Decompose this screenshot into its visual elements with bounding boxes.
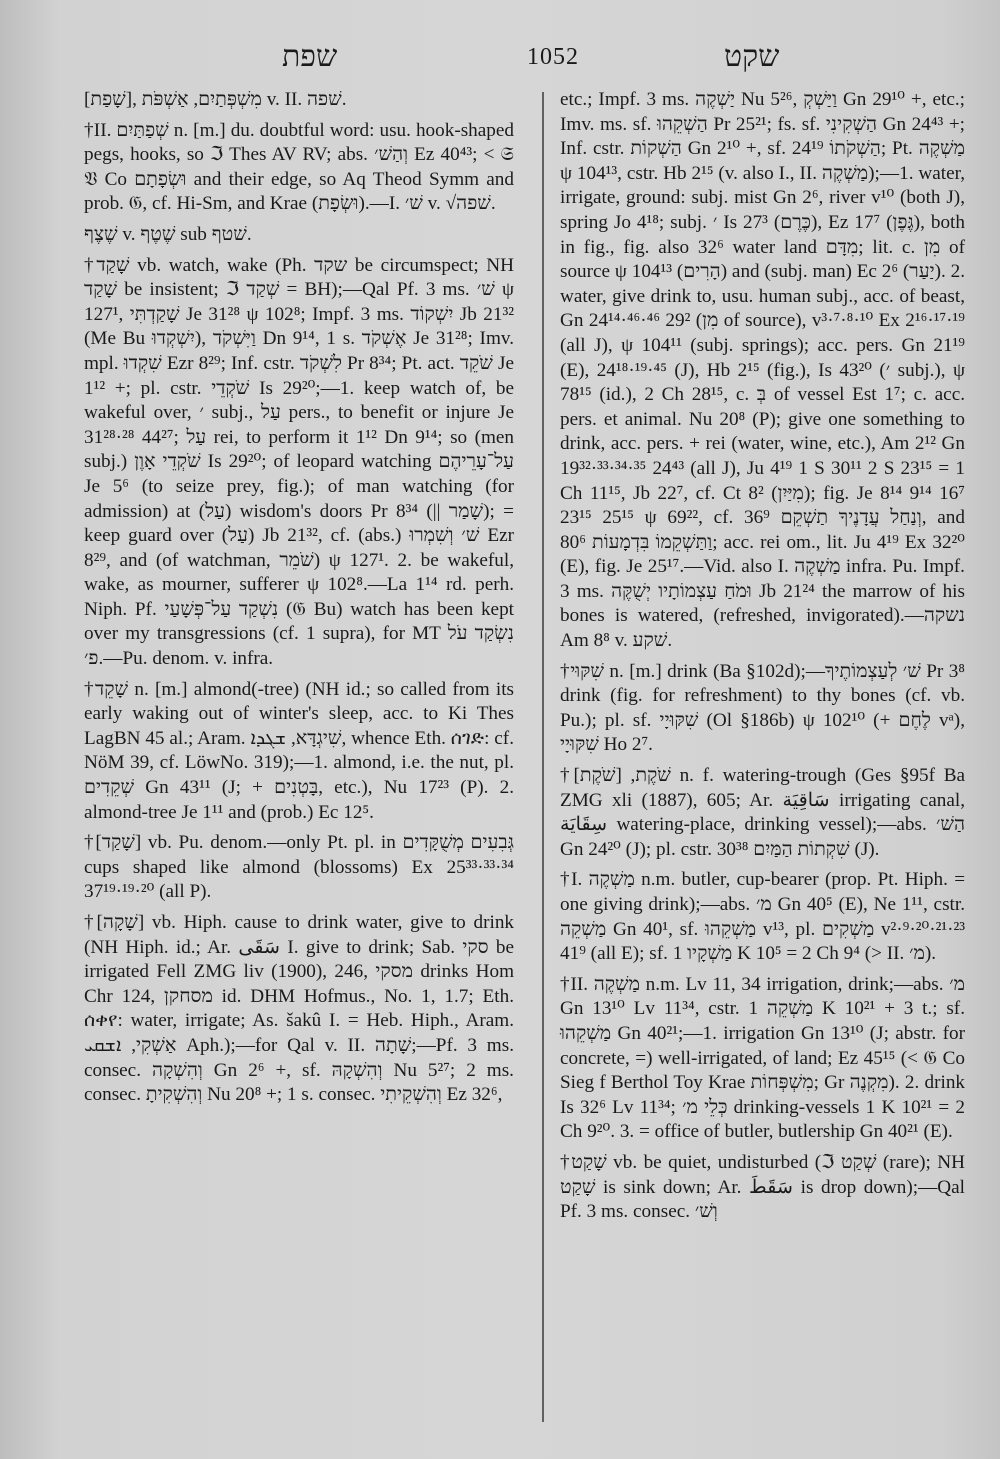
entry-shaqed-almond: †שָׁקֵד n. [m.] almond(-tree) (NH id.; so called from its early waking out of winter's sleep, acc. to Ki Thes LagBN 45 al.; Aram. שִׁיגְדָּא, ܫܓܕܐ, whence Eth. ሰገድ: cf. NöM 39, cf. LöwNo. 319);—1. almond, i.e. the nut, pl. שְׁקֵדִים Gn 43¹¹ (J; + בָּטְנִים, etc.), Nu 17²³ (P). 2. almond-tree Je 1¹¹ and (prob.) Ec 12⁵. [84, 678, 519, 823]
entry-mashqeh-drink: †II. מַשְׁקֶה n.m. Lv 11, 34 irrigation, drink;—abs. מ׳ Gn 13¹⁰ Lv 11³⁴, cstr. מַשְׁקֵה 1 K 10²¹ + 3 t.; sf. מַשְׁקֵהוּ Gn 40²¹;—1. irrigation Gn 13¹⁰ (J; abstr. for concrete, =) well-irrigated, of land; Ez 45¹⁵ (< 𝔊 Co Sieg f Berthol Toy Krae מִשְׁפְּחוֹת; Gr מִקְנֶה). 2. drink Is 32⁶ Lv 11³⁴; כְּלֵי מ׳ drinking-vessels 1 K 10²¹ = 2 Ch 9²⁰. 3. = office of butler, butlership Gn 40²¹ (E). [560, 973, 970, 1143]
entry-shoqet: †שֹׁקֶת, [שֹׁקֶת] n. f. watering-trough (Ges §95f Ba ZMG xli (1887), 605; Ar. سَاقِيَة irrigating canal, سِقَايَة watering-place, drinking vessel);—abs. הַשׁ׳ Gn 24²⁰ (J); pl. cstr. שִׁקְתוֹת הַמַּיִם 30³⁸ (J). [560, 765, 970, 860]
entry-shaqad-verb: †שָׁקַד vb. watch, wake (Ph. שקד be circumspect; NH שָׁקַד be insistent; ℑ שְׁקַד = BH);—Qal Pf. 3 ms. שׁ׳ ψ 127¹, שָׁקַדְתִּי Je 31²⁸ ψ 102⁸; Impf. 3 ms. יִשְׁקוֹד Jb 21³² (Me Bu יִשְׁקְדוּ), וַיִּשְׁקֹד Dn 9¹⁴, 1 s. אֶשְׁקֹד Je 31²⁸; Imv. mpl. שִׁקְדוּ Ezr 8²⁹; Inf. cstr. לִשְׁקֹד Pr 8³⁴; Pt. act. שֹׁקֵד Je 1¹² +; pl. cstr. שֹׁקְדֵי Is 29²⁰;—1. keep watch of, be wakeful over, ׳ subj., עַל pers., to benefit or injure Je 31²⁸·²⁸ 44²⁷; עַל rei, to perform it 1¹² Dn 9¹⁴; so (men subj.) שֹׁקְדֵי אָוֶן Is 29²⁰; of leopard watching עַל־עָרֵיהֶם Je 5⁶ (to seize prey, fig.); of man watching (for admission) at (עַל) wisdom's doors Pr 8³⁴ (|| שָׁמַר); = keep guard over (עַל) Jb 21³², cf. (abs.) שׁ׳ וְשִׁמְרוּ Ezr 8²⁹, and (of watchman, שֹׁמֵר) ψ 127¹. 2. be wakeful, wake, as mourner, sufferer ψ 102⁸.—La 1¹⁴ rd. perh. Niph. Pf. נִשְׁקַד עַל־פְּשָׁעַי (𝔊 Bu) watch has been kept over my transgressions (cf. 1 supra), for MT נִשְׂקַד עֹל פ׳.—Pu. denom. v. infra. [84, 254, 519, 670]
left-running-headword: שפת [282, 40, 338, 73]
right-running-headword: שקט [724, 40, 780, 73]
running-header [0, 40, 1000, 80]
entry-shapat-cross-reference: [שָׁפַת], מִשְׁפְּתַיִם, אַשְׁפֹּת v. II. שׁפה. [84, 89, 347, 110]
entry-mashqeh-butler: †I. מַשְׁקֶה n.m. butler, cup-bearer (prop. Pt. Hiph. = one giving drink);—abs. מ׳ Gn 40⁵ (E), Ne 1¹¹, cstr. מַשְׁקֵה Gn 40¹, sf. מַשְׁקֵהוּ v¹³, pl. מַשְׁקִים v²·⁹·²⁰·²¹·²³ 41⁹ (all E); sf. מַשְׁקָיו 1 K 10⁵ = 2 Ch 9⁴ (> II. מ׳). [560, 869, 970, 965]
column-divider [542, 92, 544, 1422]
page-number: 1052 [527, 44, 579, 70]
right-column [560, 88, 970, 1408]
entry-shaqat-verb: †שָׁקַט vb. be quiet, undisturbed (ℑ שְׁקַט (rare); NH שָׁקַט is sink down; Ar. سَقَطَ is drop down);—Qal Pf. 3 ms. consec. וְשׁ׳ [560, 1151, 970, 1223]
entry-shaqad-pual: †[שָׁקַד] vb. Pu. denom.—only Pt. pl. in גְּבִעִים מְשֻׁקָּדִים cups shaped like almond (blossoms) Ex 25³³·³³·³⁴ 37¹⁹·¹⁹·²⁰ (all P). [84, 832, 519, 903]
entry-shesef-cross-reference: שֶׁצֶף v. שֶׁטֶף sub שׁטף. [84, 223, 252, 245]
entry-shiqquy: †שִׁקּוּי n. [m.] drink (Ba §102d);—שׁ׳ לְעַצְמוֹתֶיךָ Pr 3⁸ drink (fig. for refreshment) to thy bones (cf. vb. Pu.); pl. sf. שִׁקּוּיָי (Ol §186b) ψ 102¹⁰ (+ לֶחֶם vᵃ), שִׁקּוּיָי Ho 2⁷. [560, 660, 970, 756]
entry-shepattayim: †II. שְׁפַתַּיִם n. [m.] du. doubtful word: usu. hook-shaped pegs, hooks, so ℑ Thes AV RV; abs. וְהַשׁ׳ Ez 40⁴³; < 𝔖 𝔙 Co וּשְׂפָתָם and their edge, so Aq Theod Symm and prob. 𝔊, cf. Hi-Sm, and Krae (וּשְׂפָת).—I. שׁ׳ v. √שׁפה. [84, 119, 519, 215]
entry-shaqah-continued: etc.; Impf. 3 ms. יַשְׁקֶה Nu 5²⁶, וַיַּשְׁקְ Gn 29¹⁰ +, etc.; Imv. ms. sf. הַשְׁקֵהוּ Pr 25²¹; fs. sf. הַשְׁקִינִי Gn 24⁴³ +; Inf. cstr. הַשְׁקוֹת Gn 2¹⁰ +, sf. הַשְׁקֹתוֹ 24¹⁹; Pt. מַשְׁקֶה ψ 104¹³, cstr. Hb 2¹⁵ (v. also I., II. מַשְׁקֶה);—1. water, irrigate, ground: subj. mist Gn 2⁶, river v¹⁰ (both J), spring Jo 4¹⁸; subj. ׳ Is 27³ (כֶּרֶם), Ez 17⁷ (גֶּפֶן), both in fig., fig. also 32⁶ water land מִדָּם; lit. c. מִן of source ψ 104¹³ (הָרִים) and (subj. man) Ec 2⁶ (יַעַר). 2. water, give drink to, usu. human subj., acc. of beast, Gn 24¹⁴·⁴⁶·⁴⁶ 29² (מִן of source), v³·⁷·⁸·¹⁰ Ex 2¹⁶·¹⁷·¹⁹ (all J), ψ 104¹¹ (subj. springs); acc. pers. Gn 21¹⁹ (E), 24¹⁸·¹⁹·⁴⁵ (J), Hb 2¹⁵ (fig.), Is 43²⁰ (׳ subj.), ψ 78¹⁵ (id.), 2 Ch 28¹⁵, c. בְּ of vessel Est 1⁷; c. acc. pers. et animal. Nu 20⁸ (P); give one something to drink, acc. pers. + rei (water, wine, etc.), Am 2¹² Gn 19³²·³³·³⁴·³⁵ 24⁴³ (all J), Ju 4¹⁹ 1 S 30¹¹ 2 S 23¹⁵ = 1 Ch 11¹⁵, Jb 22⁷, cf. Ct 8² (מִיַּיִן); fig. Je 8¹⁴ 9¹⁴ 16⁷ 23¹⁵ 25¹⁵ ψ 69²², cf. וְנַחַל עֲדָנֶיךָ תַשְׁקֵם 36⁹, and וַתַּשְׁקֵמוֹ בִּדְמָעוֹת 80⁶; acc. rei om., lit. Ju 4¹⁹ Ex 32²⁰ (E), fig. Je 25¹⁷.—Vid. also I. מַשְׁקֶה infra. Pu. Impf. 3 ms. וּמֹחַ עַצְמוֹתָיו יְשֻׁקֶּה Jb 21²⁴ the marrow of his bones is watered, (refreshed, invigorated).—נשקה Am 8⁸ v. שׁקע. [560, 89, 970, 652]
entry-shaqah-hiphil: †[שָׁקָה] vb. Hiph. cause to drink water, give to drink (NH Hiph. id.; Ar. سَقَى I. give to drink; Sab. סקי be irrigated Fell ZMG liv (1900), 246, מסקי drinks Hom Chr 124, מסחקן id. DHM Hofmus., No. 1, 1.7; Eth. ሰቀየ: water, irrigate; As. šakû I. = Heb. Hiph., Aram. אַשְׁקִי, ܐܫܩܝ Aph.);—for Qal v. II. שָׁתָה;—Pf. 3 ms. consec. וְהִשְׁקָה Gn 2⁶ +, sf. וְהִשְׁקָהּ Nu 5²⁷; 2 ms. consec. וְהִשְׁקִיתָ Nu 20⁸ +; 1 s. consec. וְהִשְׁקֵיתִי Ez 32⁶, [84, 912, 519, 1106]
left-column [84, 88, 519, 1408]
